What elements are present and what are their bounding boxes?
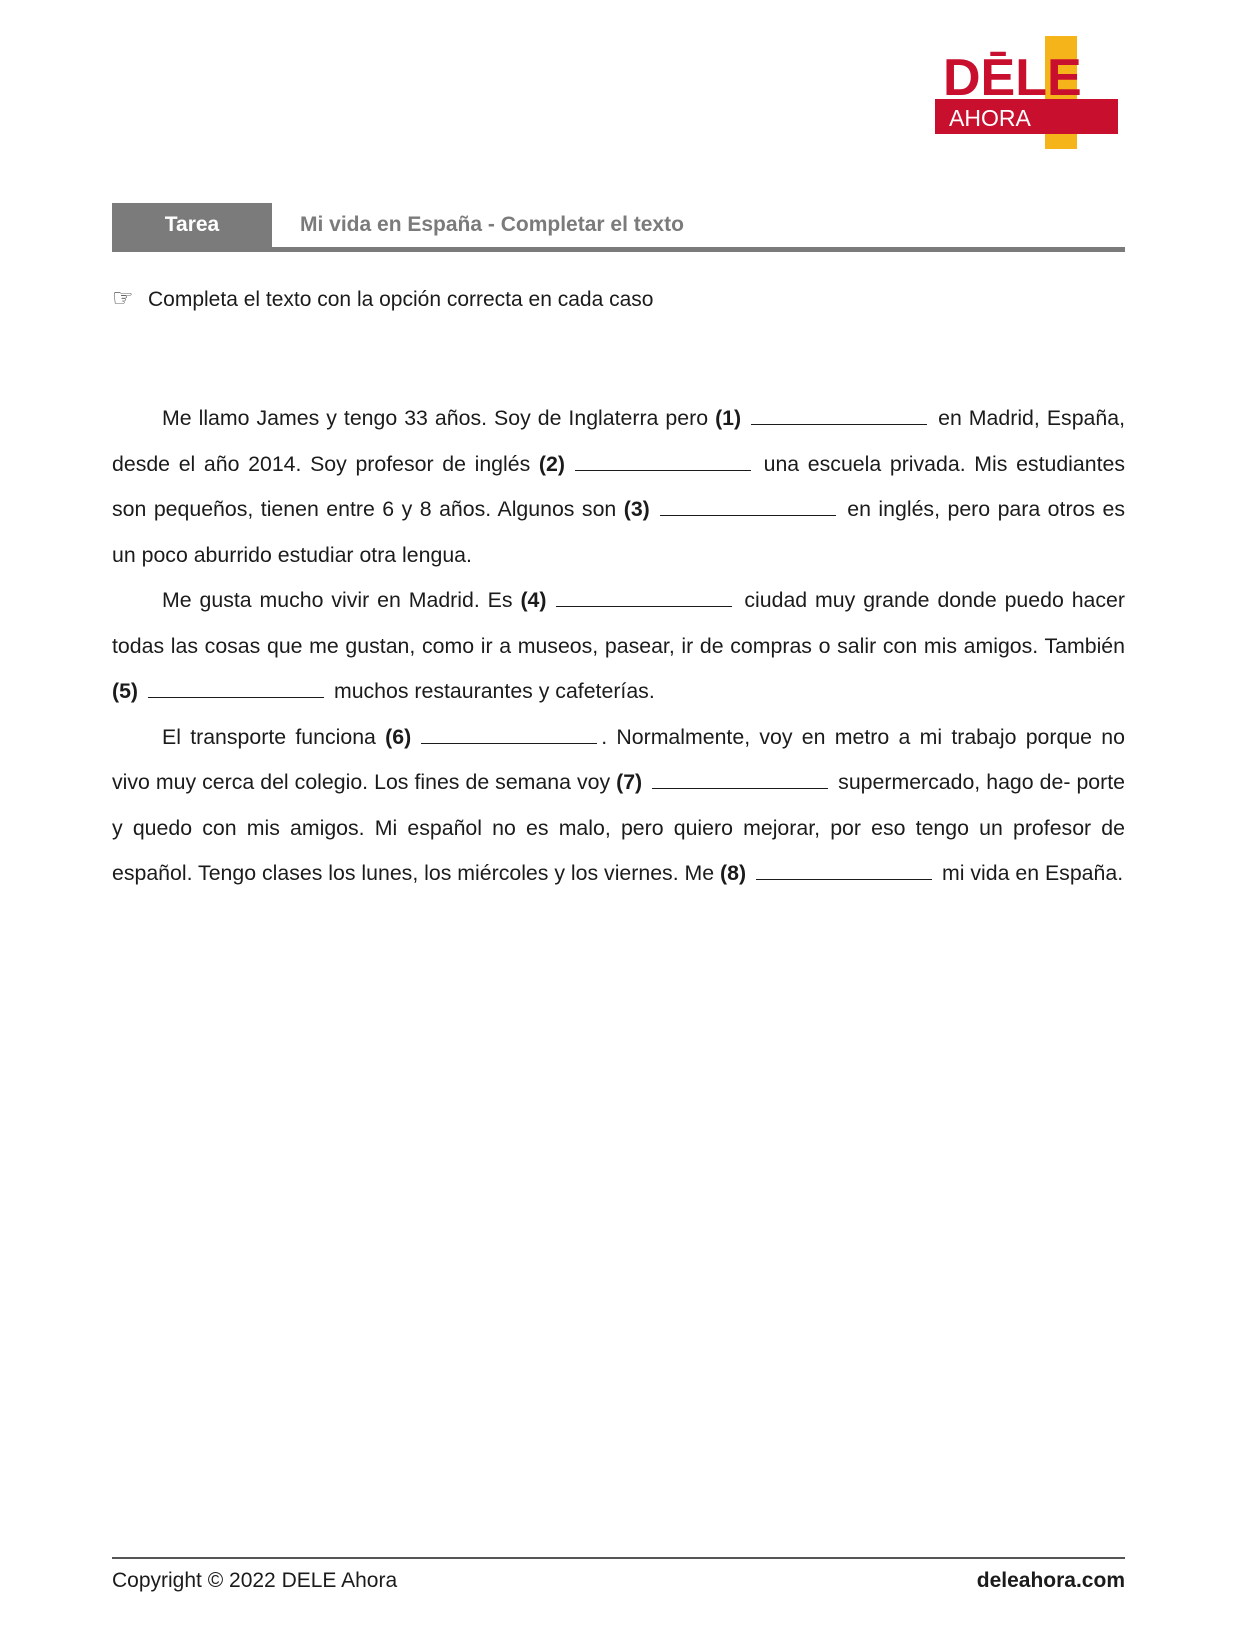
dele-ahora-logo [935, 36, 1125, 156]
paragraph-1 [112, 396, 1125, 578]
text-span: en Madrid, España, desde el año 2014. Soy profesor de inglés [112, 406, 1125, 476]
text-span: una escuela privada. Mis estudiantes son pequeños, tienen entre 6 y 8 años. Algunos son [112, 451, 1126, 521]
answer-blank-2[interactable] [575, 469, 751, 471]
answer-blank-5[interactable] [148, 696, 324, 698]
task-header [112, 203, 1125, 251]
answer-blank-8[interactable] [756, 878, 932, 880]
answer-blank-7[interactable] [652, 787, 828, 789]
gap-number: (7) [616, 770, 643, 794]
gap-number: (5) [112, 679, 139, 703]
svg-text:DĒLE: DĒLE [943, 49, 1082, 107]
paragraph-2 [112, 578, 1125, 715]
text-span: Me llamo James y tengo 33 años. Soy de Inglaterra pero [162, 406, 716, 430]
gap-number: (2) [538, 451, 565, 476]
text-span: Me gusta mucho vivir en Madrid. Es [162, 588, 521, 612]
svg-text:AHORA: AHORA [949, 105, 1031, 131]
text-span: . Normalmente, voy en metro a mi trabajo porque no vivo muy cerca del colegio. Los fines de semana voy [112, 724, 1125, 794]
answer-blank-6[interactable] [421, 742, 597, 744]
gap-number: (3) [623, 497, 650, 521]
gap-number: (4) [520, 588, 547, 612]
text-span: mi vida en España. [936, 861, 1124, 885]
text-span: supermercado, hago de- porte y quedo con mis amigos. Mi español no es malo, pero quiero mejorar, por eso tengo un profesor de español. Tengo clases los lunes, los miércoles y los viernes. Me [112, 770, 1125, 885]
gap-number: (6) [385, 724, 412, 749]
task-title: Mi vida en España - Completar el texto [300, 213, 684, 236]
task-tab: Tarea [112, 203, 272, 247]
gap-number: (1) [715, 406, 742, 430]
gap-number: (8) [720, 861, 747, 885]
exercise-text [112, 396, 1125, 897]
website-link[interactable]: deleahora.com [976, 1569, 1125, 1592]
text-span: El transporte funciona [162, 724, 386, 749]
answer-blank-1[interactable] [751, 423, 927, 425]
text-span: en inglés, pero para otros es un poco aburrido estudiar otra lengua. [112, 497, 1126, 567]
answer-blank-4[interactable] [556, 605, 732, 607]
instruction-text: Completa el texto con la opción correcta en cada caso [148, 288, 654, 311]
paragraph-3 [112, 715, 1125, 897]
copyright-text: Copyright © 2022 DELE Ahora [112, 1569, 398, 1592]
text-span: muchos restaurantes y cafeterías. [328, 679, 655, 703]
answer-blank-3[interactable] [660, 514, 836, 516]
pointing-hand-icon: ☞ [112, 285, 134, 312]
footer-divider [112, 1557, 1125, 1559]
instruction [112, 283, 653, 315]
logo-graphic [935, 36, 1125, 156]
text-span: ciudad muy grande donde puedo hacer todas las cosas que me gustan, como ir a museos, pasear, ir de compras o salir con mis amigos. También [112, 588, 1125, 658]
header-divider [112, 247, 1125, 252]
